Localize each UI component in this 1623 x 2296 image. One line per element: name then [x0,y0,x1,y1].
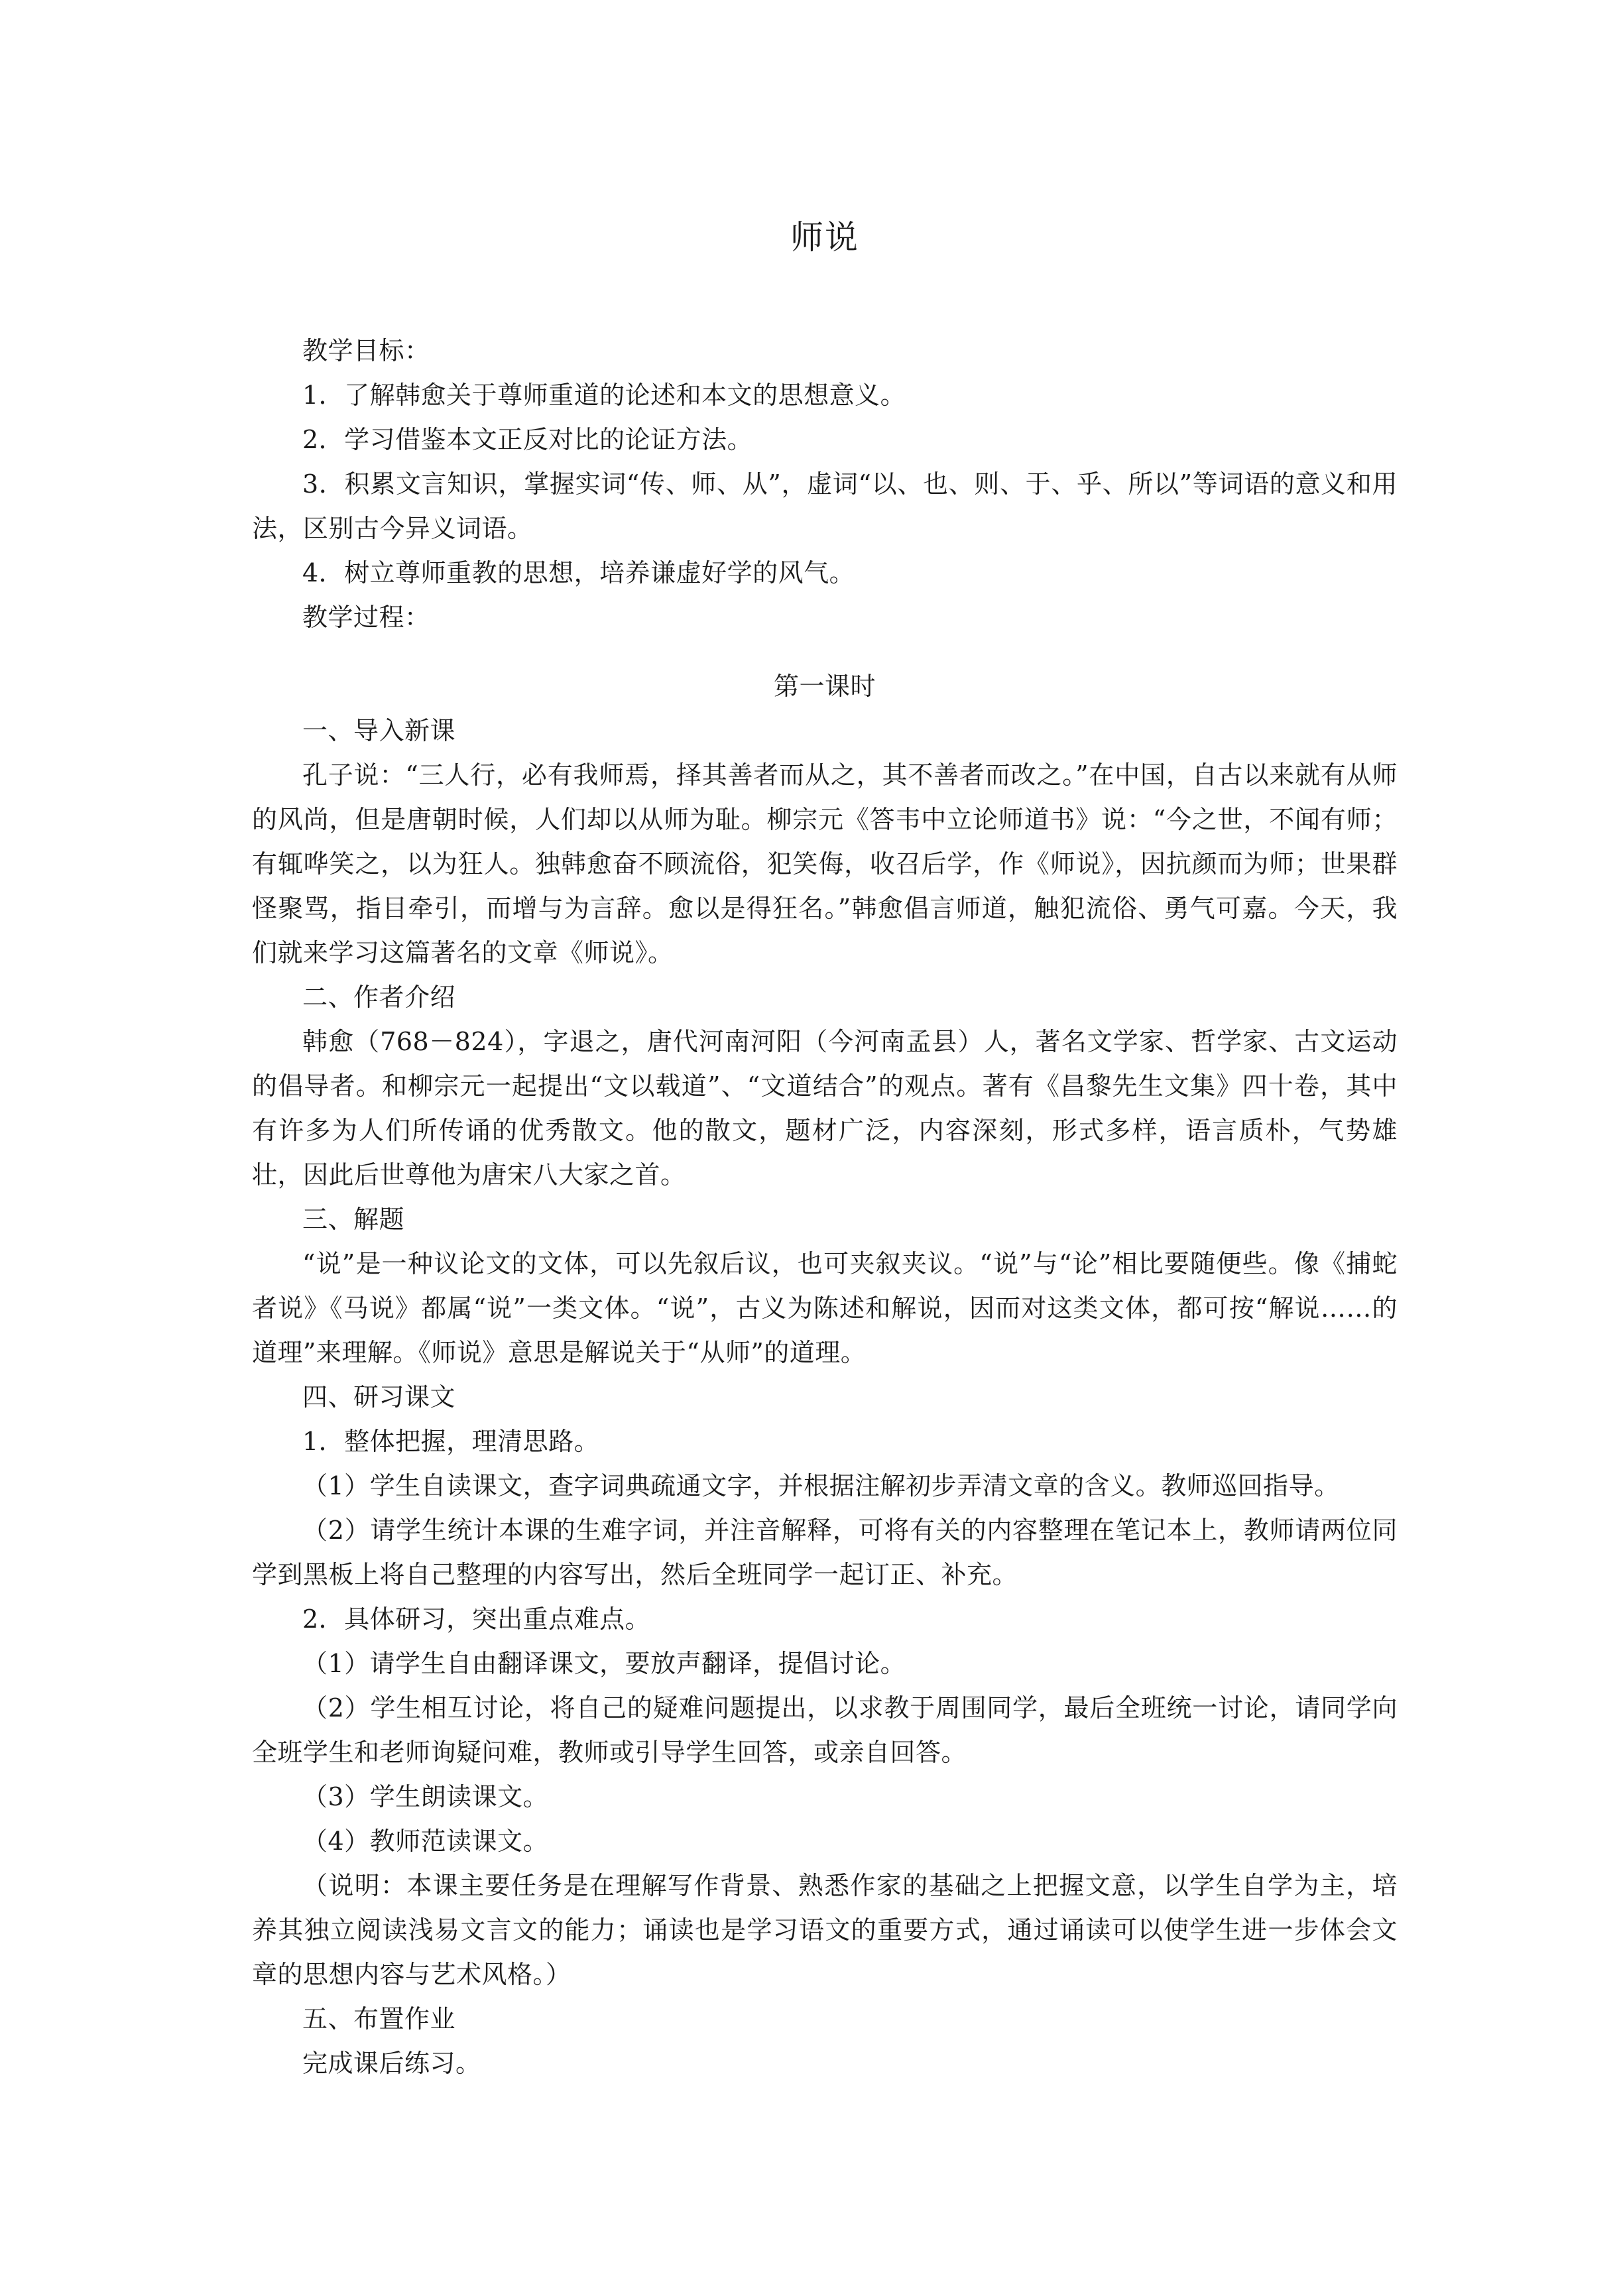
lesson-title: 第一课时 [773,672,876,701]
section-text: （1）学生自读课文，查字词典疏通文字，并根据注解初步弄清文章的含义。教师巡回指导。 [302,1471,1340,1500]
section-note: （说明：本课主要任务是在理解写作背景、熟悉作家的基础之上把握文意，以学生自学为主，培养其独立阅读浅易文言文的能力；诵读也是学习语文的重要方式，通过诵读可以使学生进一步体会文章的思想内容与艺术风格。） [252,1871,1398,1989]
subsection-heading: 1．整体把握，理清思路。 [302,1427,600,1456]
section-text: 孔子说：“三人行，必有我师焉，择其善者而从之，其不善者而改之。”在中国，自古以来就有从师的风尚，但是唐朝时候，人们却以从师为耻。柳宗元《答韦中立论师道书》说：“今之世，不闻有师；有辄哗笑之，以为狂人。独韩愈奋不顾流俗，犯笑侮，收召后学，作《师说》，因抗颜而为师；世果群怪聚骂，指目牵引，而增与为言辞。愈以是得狂名。”韩愈倡言师道，触犯流俗、勇气可嘉。今天，我们就来学习这篇著名的文章《师说》。 [252,760,1398,967]
section-text: “说”是一种议论文的文体，可以先叙后议，也可夹叙夹议。“说”与“论”相比要随便些。像《捕蛇者说》《马说》都属“说”一类文体。“说”，古义为陈述和解说，因而对这类文体，都可按“解说……的道理”来理解。《师说》意思是解说关于“从师”的道理。 [252,1249,1398,1367]
section-text: （2）学生相互讨论，将自己的疑难问题提出，以求教于周围同学，最后全班统一讨论，请同学向全班学生和老师询疑问难，教师或引导学生回答，或亲自回答。 [252,1693,1398,1767]
section-heading: 二、作者介绍 [302,983,456,1012]
subsection-heading: 2．具体研习，突出重点难点。 [302,1604,651,1634]
objectives-heading: 教学目标： [302,336,430,365]
section-text: （3）学生朗读课文。 [302,1782,549,1811]
objective-item: 1．了解韩愈关于尊师重道的论述和本文的思想意义。 [302,381,906,410]
section-text: 韩愈（768－824），字退之，唐代河南河阳（今河南孟县）人，著名文学家、哲学家、古文运动的倡导者。和柳宗元一起提出“文以载道”、“文道结合”的观点。著有《昌黎先生文集》四十卷，其中有许多为人们所传诵的优秀散文。他的散文，题材广泛，内容深刻，形式多样，语言质朴，气势雄壮，因此后世尊他为唐宋八大家之首。 [252,1027,1398,1189]
objective-item: 2．学习借鉴本文正反对比的论证方法。 [302,425,753,454]
section-text: （1）请学生自由翻译课文，要放声翻译，提倡讨论。 [302,1649,906,1678]
section-heading: 四、研习课文 [302,1382,456,1412]
section-heading: 一、导入新课 [302,716,456,745]
section-heading: 五、布置作业 [302,2004,456,2033]
section-text: （2）请学生统计本课的生难字词，并注音解释，可将有关的内容整理在笔记本上，教师请两位同学到黑板上将自己整理的内容写出，然后全班同学一起订正、补充。 [252,1516,1398,1589]
process-heading: 教学过程： [302,603,430,632]
objectives-section [252,329,1398,640]
objective-item: 3．积累文言知识，掌握实词“传、师、从”，虚词“以、也、则、于、乎、所以”等词语的意义和用法，区别古今异义词语。 [252,469,1398,543]
section-text: （4）教师范读课文。 [302,1827,549,1856]
section-heading: 三、解题 [302,1205,405,1234]
page-title: 师说 [790,218,859,257]
section-text: 完成课后练习。 [302,2049,481,2078]
objective-item: 4．树立尊师重教的思想，培养谦虚好学的风气。 [302,558,855,587]
lesson-section [252,664,1398,2086]
